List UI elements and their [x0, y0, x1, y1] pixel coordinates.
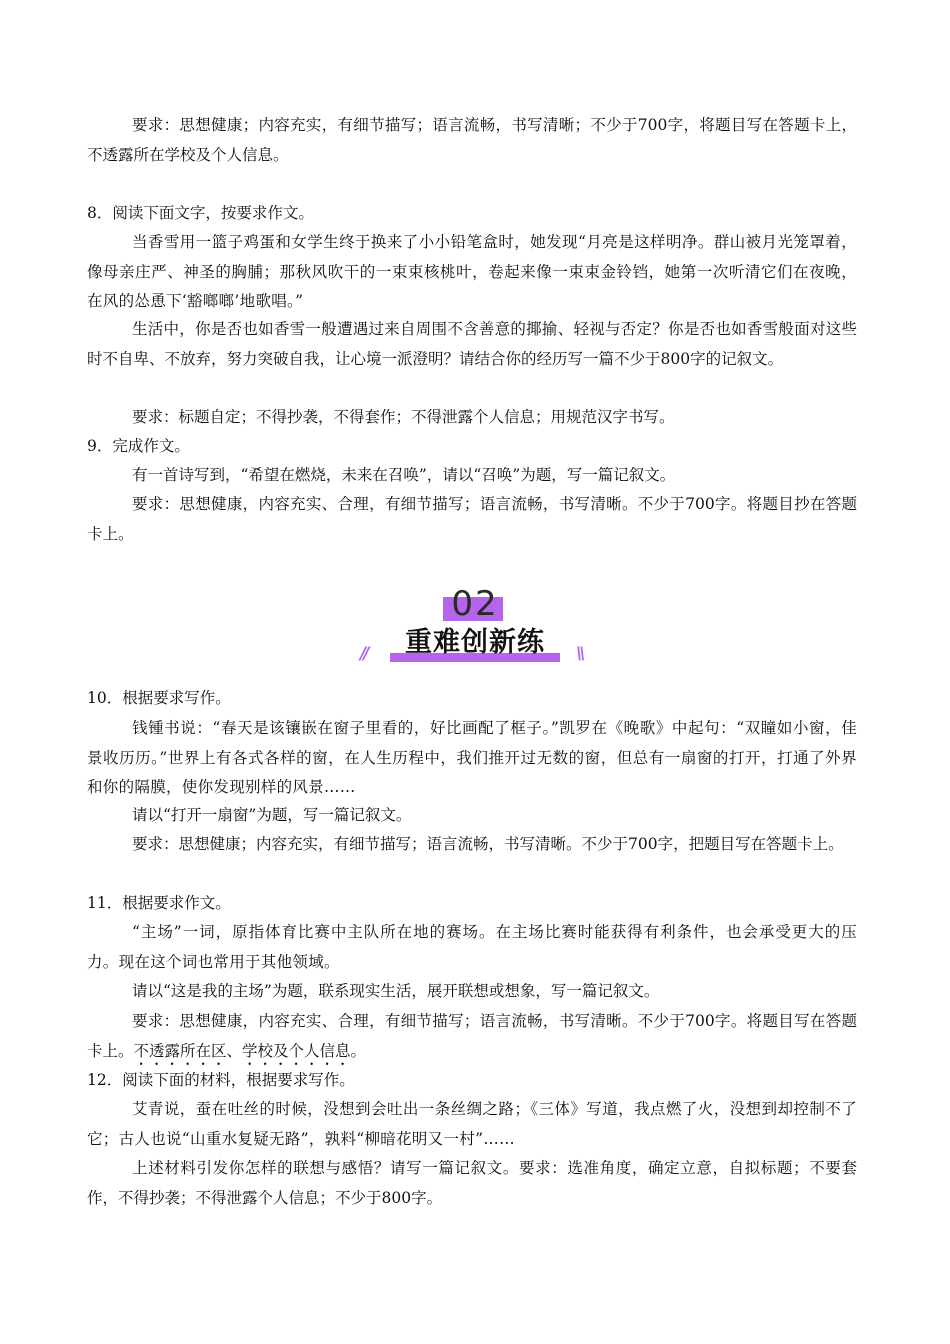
question-9-prompt: 有一首诗写到，“希望在燃烧，未来在召唤”，请以“召唤”为题，写一篇记叙文。: [132, 466, 676, 484]
question-8-prompt: 生活中，你是否也如香雪一般遭遇过来自周围不含善意的揶揄、轻视与否定？你是否也如香雪般面对这些时不自卑、不放弃，努力突破自我，让心境一派澄明？请结合你的经历写一篇不少于800字的记叙文。: [87, 320, 857, 368]
section-banner: [355, 582, 595, 672]
question-11-heading: 11．根据要求作文。: [87, 894, 231, 912]
question-11-requirement-emphasis: 不透露所在区、学校及个人信息。: [133, 1041, 367, 1060]
section-title: 重难创新练: [405, 627, 545, 658]
question-8-heading: 8．阅读下面文字，按要求作文。: [87, 204, 314, 222]
question-8-requirement: 要求：标题自定；不得抄袭，不得套作；不得泄露个人信息；用规范汉字书写。: [132, 408, 675, 426]
question-10-prompt: 请以“打开一扇窗”为题，写一篇记叙文。: [132, 806, 412, 824]
question-12-material: 艾青说，蚕在吐丝的时候，没想到会吐出一条丝绸之路；《三体》写道，我点燃了火，没想到却控制不了它；古人也说“山重水复疑无路”，孰料“柳暗花明又一村”……: [87, 1100, 857, 1148]
question-11-prompt: 请以“这是我的主场”为题，联系现实生活，展开联想或想象，写一篇记叙文。: [132, 982, 660, 1000]
question-11-requirement: [87, 1007, 857, 1069]
banner-right-slash-decoration: \\: [576, 644, 583, 664]
question-10-heading: 10．根据要求写作。: [87, 689, 231, 707]
section-number: 02: [451, 584, 499, 624]
question-11-material: “主场”一词，原指体育比赛中主队所在地的赛场。在主场比赛时能获得有利条件，也会承受更大的压力。现在这个词也常用于其他领域。: [87, 923, 857, 971]
banner-left-slash-decoration: //: [360, 644, 367, 664]
requirement-paragraph-7: 要求：思想健康；内容充实，有细节描写；语言流畅，书写清晰；不少于700字，将题目写在答题卡上，不透露所在学校及个人信息。: [87, 116, 857, 164]
question-10-requirement: 要求：思想健康；内容充实，有细节描写；语言流畅，书写清晰。不少于700字，把题目写在答题卡上。: [132, 835, 844, 853]
question-9-heading: 9．完成作文。: [87, 437, 190, 455]
question-12-prompt: 上述材料引发你怎样的联想与感悟？请写一篇记叙文。要求：选准角度，确定立意，自拟标题；不要套作，不得抄袭；不得泄露个人信息；不少于800字。: [87, 1159, 857, 1207]
question-8-quote: 当香雪用一篮子鸡蛋和女学生终于换来了小小铅笔盒时，她发现“月亮是这样明净。群山被月光笼罩着，像母亲庄严、神圣的胸脯；那秋风吹干的一束束核桃叶，卷起来像一束束金铃铛，她第一次听清它们在夜晚，在风的怂恿下‘豁啷啷’地歌唱。”: [87, 233, 857, 310]
question-9-requirement: 要求：思想健康，内容充实、合理，有细节描写；语言流畅，书写清晰。不少于700字。将题目抄在答题卡上。: [87, 495, 857, 543]
question-10-material: 钱锺书说：“春天是该镶嵌在窗子里看的，好比画配了框子。”凯罗在《晚歌》中起句：“双瞳如小窗，佳景收历历。”世界上有各式各样的窗，在人生历程中，我们推开过无数的窗，但总有一扇窗的打开，打通了外界和你的隔膜，使你发现别样的风景……: [87, 719, 857, 796]
question-12-heading: 12．阅读下面的材料，根据要求写作。: [87, 1071, 355, 1089]
question-11-requirement-text: 要求：思想健康，内容充实、合理，有细节描写；语言流畅，书写清晰。不少于700字。将题目写在答题卡上。: [87, 1012, 857, 1060]
